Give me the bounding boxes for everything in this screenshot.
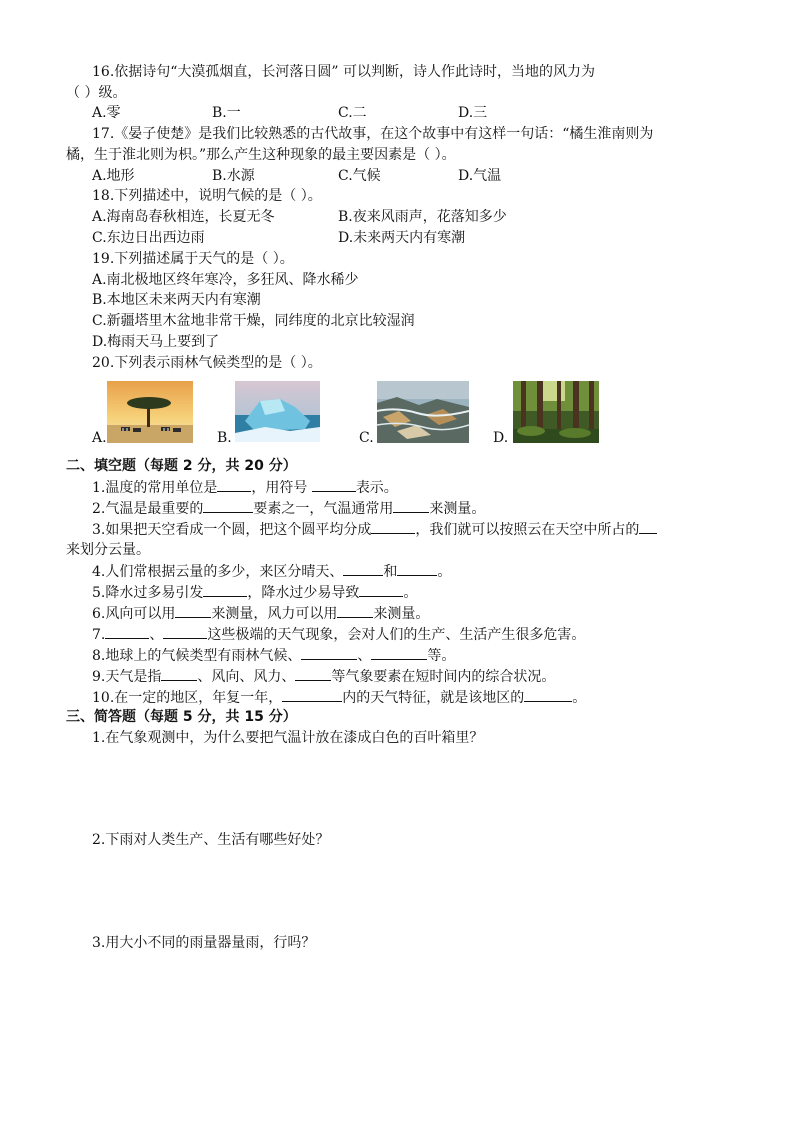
q17-option-a: A.地形 <box>92 168 135 184</box>
answer-blank[interactable] <box>295 666 331 681</box>
q19-option-c: C.新疆塔里木盆地非常干燥，同纬度的北京比较湿润 <box>92 313 415 329</box>
q18-option-c: C.东边日出西边雨 <box>92 230 205 246</box>
fill-item-4-text-b: 和 <box>383 564 398 580</box>
answer-blank[interactable] <box>639 519 657 534</box>
fill-item-9-text-b: 、风向、风力、 <box>197 669 296 685</box>
answer-blank[interactable] <box>203 498 253 513</box>
short-answer-q2: 2.下雨对人类生产、生活有哪些好处？ <box>92 832 330 848</box>
answer-blank[interactable] <box>282 687 342 702</box>
answer-blank[interactable] <box>371 645 427 660</box>
fill-item-7-text-b: 、 <box>149 627 164 643</box>
answer-blank[interactable] <box>524 687 572 702</box>
fill-item-7 <box>92 624 585 645</box>
fill-item-2-text-c: 来测量。 <box>429 501 486 517</box>
fill-item-10 <box>92 687 586 708</box>
fill-item-4 <box>92 561 451 582</box>
fill-item-3-line2: 来划分云量。 <box>66 542 150 558</box>
q17-option-b: B.水源 <box>212 168 255 184</box>
q20-option-c-label: C. <box>359 430 374 446</box>
q16-option-c: C.二 <box>338 105 367 121</box>
fill-item-8-text-c: 等。 <box>427 648 456 664</box>
fill-item-7-text-a: 7. <box>92 627 106 643</box>
q16-stem-line1: 16.依据诗句“大漠孤烟直，长河落日圆” 可以判断，诗人作此诗时，当地的风力为 <box>92 64 596 80</box>
fill-item-8-text-a: 8.地球上的气候类型有雨林气候、 <box>92 648 302 664</box>
q16-option-b: B.一 <box>212 105 241 121</box>
fill-item-8 <box>92 645 455 666</box>
fill-item-2-text-a: 2.气温是最重要的 <box>92 501 204 517</box>
section3-title: 三、简答题（每题 5 分，共 15 分） <box>66 709 297 725</box>
q19-option-a: A.南北极地区终年寒冷，多狂风、降水稀少 <box>92 272 359 288</box>
fill-item-5 <box>92 582 417 603</box>
fill-item-3-line1 <box>92 519 657 540</box>
answer-blank[interactable] <box>175 603 211 618</box>
q20-option-a-label: A. <box>92 430 107 446</box>
fill-item-9 <box>92 666 555 687</box>
fill-item-6-text-a: 6.风向可以用 <box>92 606 176 622</box>
fill-item-2 <box>92 498 485 519</box>
answer-blank[interactable] <box>343 561 383 576</box>
fill-item-10-text-c: 。 <box>572 690 587 706</box>
fill-item-6-text-b: 来测量，风力可以用 <box>211 606 338 622</box>
fill-item-5-text-c: 。 <box>403 585 418 601</box>
fill-item-5-text-a: 5.降水过多易引发 <box>92 585 204 601</box>
answer-blank[interactable] <box>217 477 251 492</box>
fill-item-9-text-a: 9.天气是指 <box>92 669 162 685</box>
fill-item-1 <box>92 477 398 498</box>
q20-option-b-label: B. <box>217 430 232 446</box>
answer-blank[interactable] <box>337 603 373 618</box>
rocky-coast-image <box>377 381 469 443</box>
forest-image <box>513 381 599 443</box>
short-answer-q1: 1.在气象观测中，为什么要把气温计放在漆成白色的百叶箱里？ <box>92 730 484 746</box>
q18-option-d: D.未来两天内有寒潮 <box>338 230 466 246</box>
short-answer-q3: 3.用大小不同的雨量器量雨，行吗？ <box>92 935 316 951</box>
fill-item-6 <box>92 603 429 624</box>
fill-item-1-text-b: ，用符号 <box>251 480 312 496</box>
answer-blank[interactable] <box>397 561 437 576</box>
ice-image <box>235 381 320 442</box>
fill-item-10-text-a: 10.在一定的地区，年复一年， <box>92 690 283 706</box>
fill-item-9-text-c: 等气象要素在短时间内的综合状况。 <box>331 669 556 685</box>
fill-item-10-text-b: 内的天气特征，就是该地区的 <box>342 690 525 706</box>
q20-stem: 20.下列表示雨林气候类型的是（ ）。 <box>92 355 322 371</box>
fill-item-6-text-c: 来测量。 <box>373 606 430 622</box>
answer-blank[interactable] <box>359 582 403 597</box>
answer-blank[interactable] <box>301 645 357 660</box>
fill-item-4-text-c: 。 <box>437 564 452 580</box>
answer-blank[interactable] <box>203 582 247 597</box>
q19-stem: 19.下列描述属于天气的是（ ）。 <box>92 251 294 267</box>
q19-option-b: B.本地区未来两天内有寒潮 <box>92 292 261 308</box>
fill-item-8-text-b: 、 <box>357 648 372 664</box>
q16-option-a: A.零 <box>92 105 121 121</box>
q19-option-d: D.梅雨天马上要到了 <box>92 334 220 350</box>
answer-blank[interactable] <box>163 624 207 639</box>
q18-stem: 18.下列描述中，说明气候的是（ ）。 <box>92 188 322 204</box>
answer-blank[interactable] <box>371 519 415 534</box>
q17-option-c: C.气候 <box>338 168 381 184</box>
fill-item-7-text-c: 这些极端的天气现象，会对人们的生产、生活产生很多危害。 <box>207 627 586 643</box>
fill-item-3-text-b: ，我们就可以按照云在天空中所占的 <box>415 522 640 538</box>
q17-option-d: D.气温 <box>458 168 502 184</box>
q17-stem-line1: 17.《晏子使楚》是我们比较熟悉的古代故事，在这个故事中有这样一句话：“橘生淮南则为 <box>92 126 654 142</box>
q16-option-d: D.三 <box>458 105 488 121</box>
fill-item-1-text-c: 表示。 <box>355 480 398 496</box>
fill-item-4-text-a: 4.人们常根据云量的多少，来区分晴天、 <box>92 564 344 580</box>
fill-item-2-text-b: 要素之一，气温通常用 <box>253 501 394 517</box>
q17-stem-line2: 橘，生于淮北则为枳。”那么产生这种现象的最主要因素是（ ）。 <box>66 147 456 163</box>
answer-blank[interactable] <box>393 498 429 513</box>
answer-blank[interactable] <box>105 624 149 639</box>
q18-option-b: B.夜来风雨声，花落知多少 <box>338 209 507 225</box>
answer-blank[interactable] <box>161 666 197 681</box>
fill-item-5-text-b: ，降水过少易导致 <box>247 585 360 601</box>
fill-item-1-text-a: 1.温度的常用单位是 <box>92 480 218 496</box>
q20-option-d-label: D. <box>493 430 509 446</box>
q18-option-a: A.海南岛春秋相连，长夏无冬 <box>92 209 275 225</box>
q16-stem-line2: （ ）级。 <box>66 85 127 101</box>
answer-blank[interactable] <box>312 477 356 492</box>
savanna-image <box>107 381 193 443</box>
section2-title: 二、填空题（每题 2 分，共 20 分） <box>66 458 297 474</box>
fill-item-3-text-a: 3.如果把天空看成一个圆，把这个圆平均分成 <box>92 522 372 538</box>
